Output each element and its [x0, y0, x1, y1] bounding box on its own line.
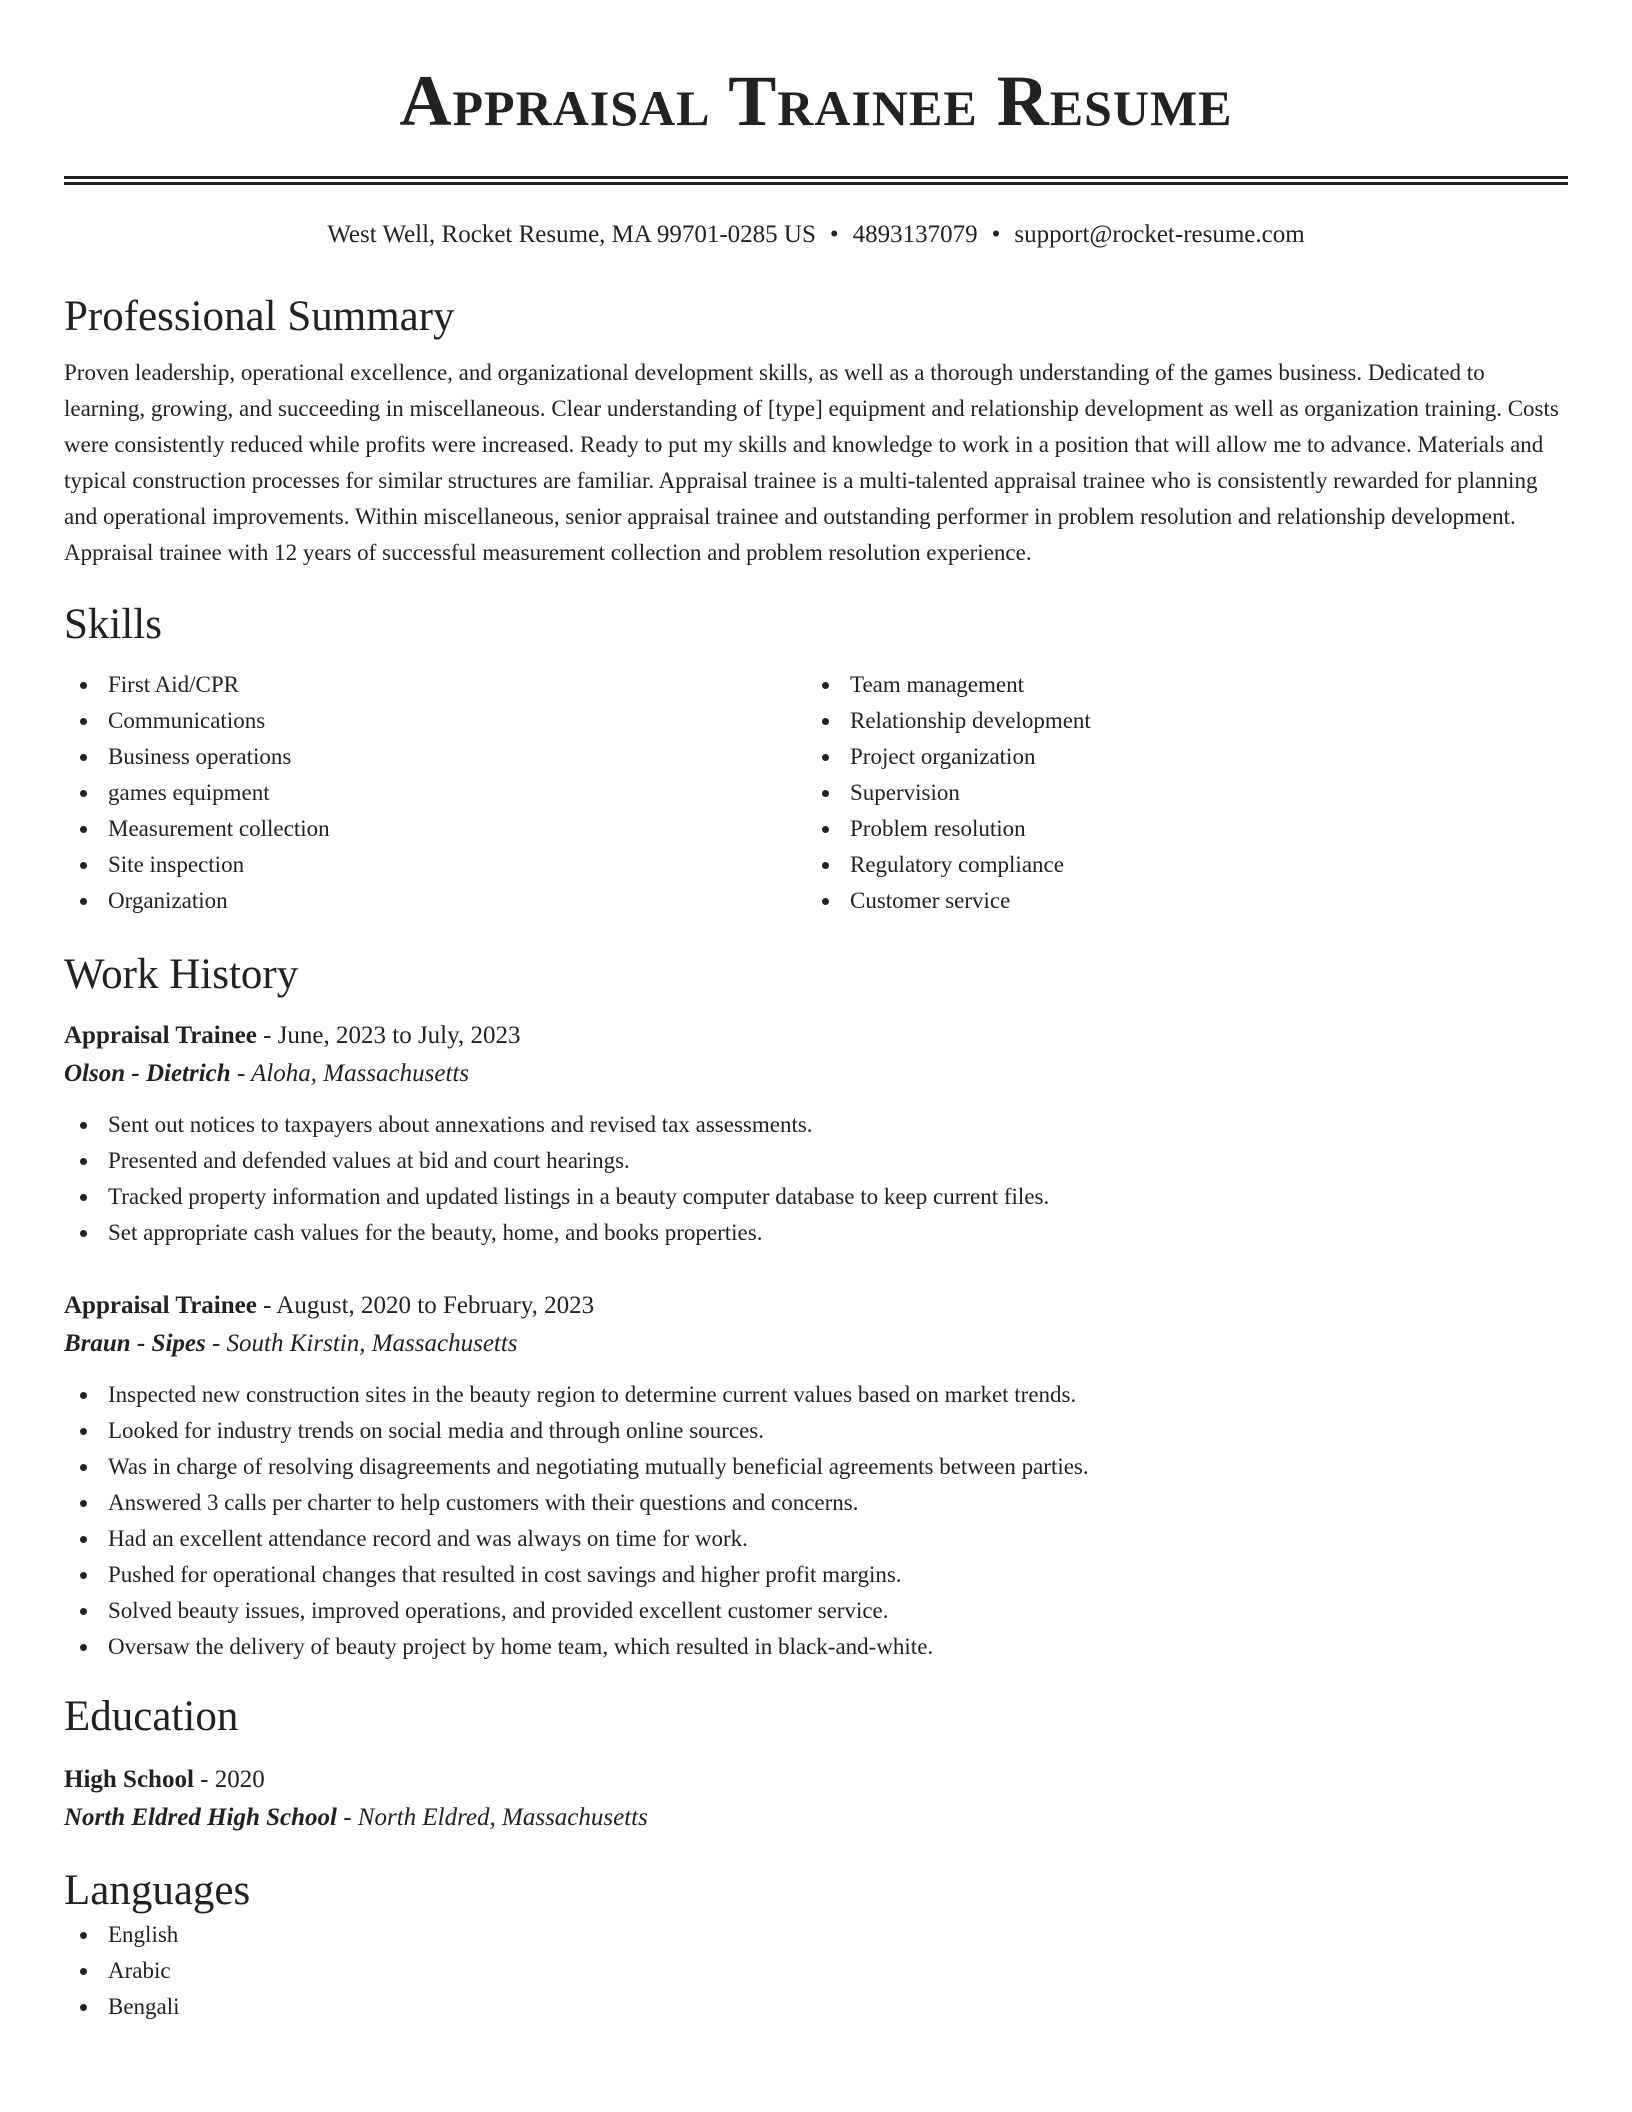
skills-list-right	[806, 667, 1548, 919]
skills-columns	[64, 667, 1568, 919]
education-location: - North Eldred, Massachusetts	[336, 1804, 648, 1831]
contact-address: West Well, Rocket Resume, MA 99701-0285 US	[327, 221, 816, 248]
skill-item: Supervision	[806, 775, 1548, 811]
job-duty-item: Had an excellent attendance record and was always on time for work.	[64, 1521, 1568, 1557]
skill-item: Site inspection	[64, 847, 806, 883]
job-company-line	[64, 1325, 1568, 1363]
job-duty-item: Solved beauty issues, improved operations, and provided excellent customer service.	[64, 1593, 1568, 1629]
skill-item: Communications	[64, 703, 806, 739]
skill-item: First Aid/CPR	[64, 667, 806, 703]
job-duty-item: Looked for industry trends on social media and through online sources.	[64, 1413, 1568, 1449]
job-duty-item: Inspected new construction sites in the beauty region to determine current values based on market trends.	[64, 1377, 1568, 1413]
education-degree: High School	[64, 1766, 194, 1793]
job-company: Olson - Dietrich	[64, 1060, 231, 1087]
job-duty-item: Tracked property information and updated listings in a beauty computer database to keep current files.	[64, 1179, 1568, 1215]
skills-column-left	[64, 667, 806, 919]
job-dates: - August, 2020 to February, 2023	[256, 1292, 595, 1319]
job-duty-item: Set appropriate cash values for the beauty, home, and books properties.	[64, 1215, 1568, 1251]
job-duty-item: Oversaw the delivery of beauty project by home team, which resulted in black-and-white.	[64, 1629, 1568, 1665]
title-double-rule	[64, 176, 1568, 185]
job-entry	[64, 1287, 1568, 1665]
job-location: - Aloha, Massachusetts	[230, 1060, 470, 1087]
language-item: Bengali	[64, 1989, 1568, 2025]
language-item: Arabic	[64, 1953, 1568, 1989]
job-title: Appraisal Trainee	[64, 1022, 257, 1049]
job-duties-list	[64, 1377, 1568, 1665]
work-history-heading: Work History	[64, 951, 299, 998]
contact-line	[64, 219, 1568, 251]
education-year: - 2020	[193, 1766, 265, 1793]
education-section	[64, 1691, 1568, 1837]
language-item: English	[64, 1917, 1568, 1953]
contact-email: support@rocket-resume.com	[1014, 221, 1305, 248]
skills-heading: Skills	[64, 601, 162, 648]
skill-item: Customer service	[806, 883, 1548, 919]
education-school: North Eldred High School	[64, 1804, 337, 1831]
skills-section	[64, 599, 1568, 919]
languages-section	[64, 1865, 1568, 2025]
job-dates: - June, 2023 to July, 2023	[256, 1022, 521, 1049]
skill-item: Team management	[806, 667, 1548, 703]
job-duty-item: Presented and defended values at bid and court hearings.	[64, 1143, 1568, 1179]
job-duty-item: Answered 3 calls per charter to help customers with their questions and concerns.	[64, 1485, 1568, 1521]
summary-text: Proven leadership, operational excellence, and organizational development skills, as well as a thorough understanding of the games business. Dedicated to learning, growing, and succeeding in miscellaneous. Clear understanding of [type] equipment and relationship development as well as organization training. Costs were consistently reduced while profits were increased. Ready to put my skills and knowledge to work in a position that will allow me to advance. Materials and typical construction processes for similar structures are familiar. Appraisal trainee is a multi-talented appraisal trainee who is consistently rewarded for planning and operational improvements. Within miscellaneous, senior appraisal trainee and outstanding performer in problem resolution and relationship development. Appraisal trainee with 12 years of successful measurement collection and problem resolution experience.	[64, 360, 1559, 565]
job-company-line	[64, 1055, 1568, 1093]
resume-title: Appraisal Trainee Resume	[399, 61, 1233, 141]
education-entry	[64, 1761, 1568, 1837]
education-school-line	[64, 1799, 1568, 1837]
job-location: - South Kirstin, Massachusetts	[205, 1330, 518, 1357]
skill-item: Business operations	[64, 739, 806, 775]
job-title-line	[64, 1017, 1568, 1055]
job-duty-item: Pushed for operational changes that resulted in cost savings and higher profit margins.	[64, 1557, 1568, 1593]
education-degree-line	[64, 1761, 1568, 1799]
job-duty-item: Was in charge of resolving disagreements and negotiating mutually beneficial agreements between parties.	[64, 1449, 1568, 1485]
summary-heading: Professional Summary	[64, 293, 455, 340]
work-history-section	[64, 949, 1568, 1665]
contact-phone: 4893137079	[852, 221, 978, 248]
job-duties-list	[64, 1107, 1568, 1251]
summary-section	[64, 291, 1568, 571]
skill-item: Measurement collection	[64, 811, 806, 847]
job-title-line	[64, 1287, 1568, 1325]
education-heading: Education	[64, 1693, 239, 1740]
job-title: Appraisal Trainee	[64, 1292, 257, 1319]
skill-item: Problem resolution	[806, 811, 1548, 847]
job-company: Braun - Sipes	[64, 1330, 206, 1357]
contact-separator: •	[829, 221, 839, 248]
skills-list-left	[64, 667, 806, 919]
job-entry	[64, 1017, 1568, 1251]
skill-item: Organization	[64, 883, 806, 919]
skill-item: Regulatory compliance	[806, 847, 1548, 883]
languages-list	[64, 1917, 1568, 2025]
contact-separator: •	[991, 221, 1001, 248]
skill-item: Project organization	[806, 739, 1548, 775]
languages-heading: Languages	[64, 1867, 251, 1914]
job-duty-item: Sent out notices to taxpayers about annexations and revised tax assessments.	[64, 1107, 1568, 1143]
skill-item: Relationship development	[806, 703, 1548, 739]
skills-column-right	[806, 667, 1548, 919]
skill-item: games equipment	[64, 775, 806, 811]
